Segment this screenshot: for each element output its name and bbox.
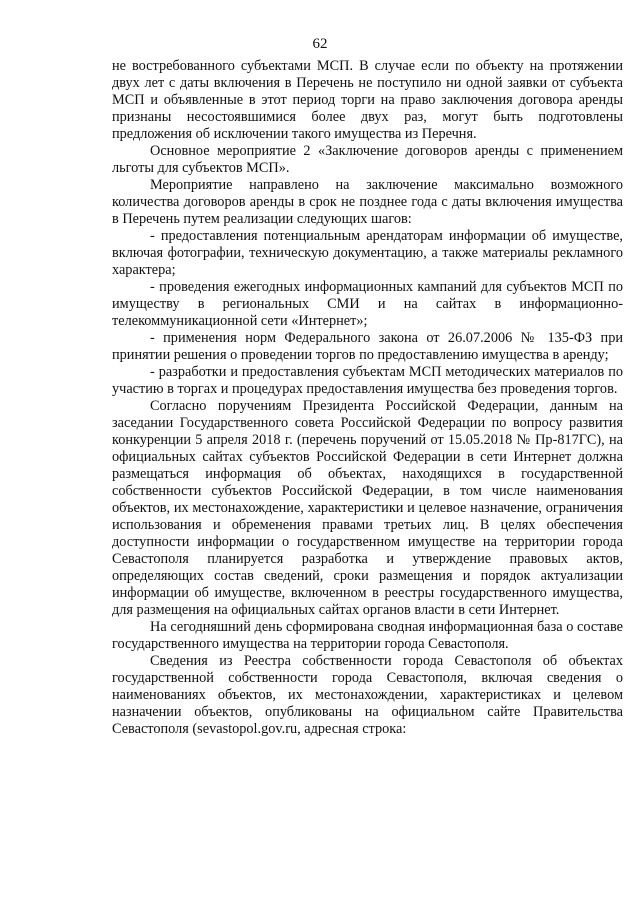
list-item-information: - предоставления потенциальным арендаторам информации об имуществе, включая фотографии, техническую документацию, а также материалы рекламного характера; bbox=[112, 228, 623, 278]
paragraph-president-instructions: Согласно поручениям Президента Российской Федерации, данным на заседании Государственного совета Российской Федерации по вопросу развития конкуренции 5 апреля 2018 г. (перечень поручений от 15.05.2018 № Пр-817ГС), на официальных сайтах субъектов Российской Федерации в сети Интернет должна размещаться информация об объектах, находящихся в государственной собственности субъектов Российской Федерации, в том числе наименования объектов, их местонахождение, характеристики и целевое назначение, ограничения использования и обременения правами третьих лиц. В целях обеспечения доступности информации о государственном имуществе на территории города Севастополя планируется разработка и утверждение правовых актов, определяющих состав сведений, сроки размещения и порядок актуализации информации об имуществе, включенном в реестры государственного имущества, для размещения на официальных сайтах органов власти в сети Интернет. bbox=[112, 398, 623, 618]
paragraph-main-activity-2: Основное мероприятие 2 «Заключение договоров аренды с применением льготы для субъектов МСП». bbox=[112, 143, 623, 176]
paragraph-registry-info: Сведения из Реестра собственности города Севастополя об объектах государственной собственности города Севастополя, включая сведения о наименованиях объектов, их местонахождении, характеристиках и целевом назначении объектов, опубликованы на официальном сайте Правительства Севастополя (sevastopol.gov.ru, адресная строка: bbox=[112, 653, 623, 737]
list-item-federal-law: - применения норм Федерального закона от 26.07.2006 № 135-ФЗ при принятии решения о проведении торгов по предоставлению имущества в аренду; bbox=[112, 330, 623, 363]
list-item-campaigns: - проведения ежегодных информационных кампаний для субъектов МСП по имуществу в региональных СМИ и на сайтах в информационно-телекоммуникационной сети «Интернет»; bbox=[112, 279, 623, 329]
page-number: 62 bbox=[312, 36, 328, 52]
list-item-methodical-materials: - разработки и предоставления субъектам МСП методических материалов по участию в торгах и процедурах предоставления имущества без проведения торгов. bbox=[112, 364, 623, 397]
body-text bbox=[112, 58, 623, 738]
paragraph-information-base: На сегодняшний день сформирована сводная информационная база о составе государственного имущества на территории города Севастополя. bbox=[112, 619, 623, 652]
paragraph-continuation: не востребованного субъектами МСП. В случае если по объекту на протяжении двух лет с даты включения в Перечень не поступило ни одной заявки от субъекта МСП и объявленные в этот период торги на право заключения договора аренды признаны несостоявшимися более двух раз, могут быть подготовлены предложения об исключении такого имущества из Перечня. bbox=[112, 58, 623, 142]
paragraph-activity-goal: Мероприятие направлено на заключение максимально возможного количества договоров аренды в срок не позднее года с даты включения имущества в Перечень путем реализации следующих шагов: bbox=[112, 177, 623, 227]
